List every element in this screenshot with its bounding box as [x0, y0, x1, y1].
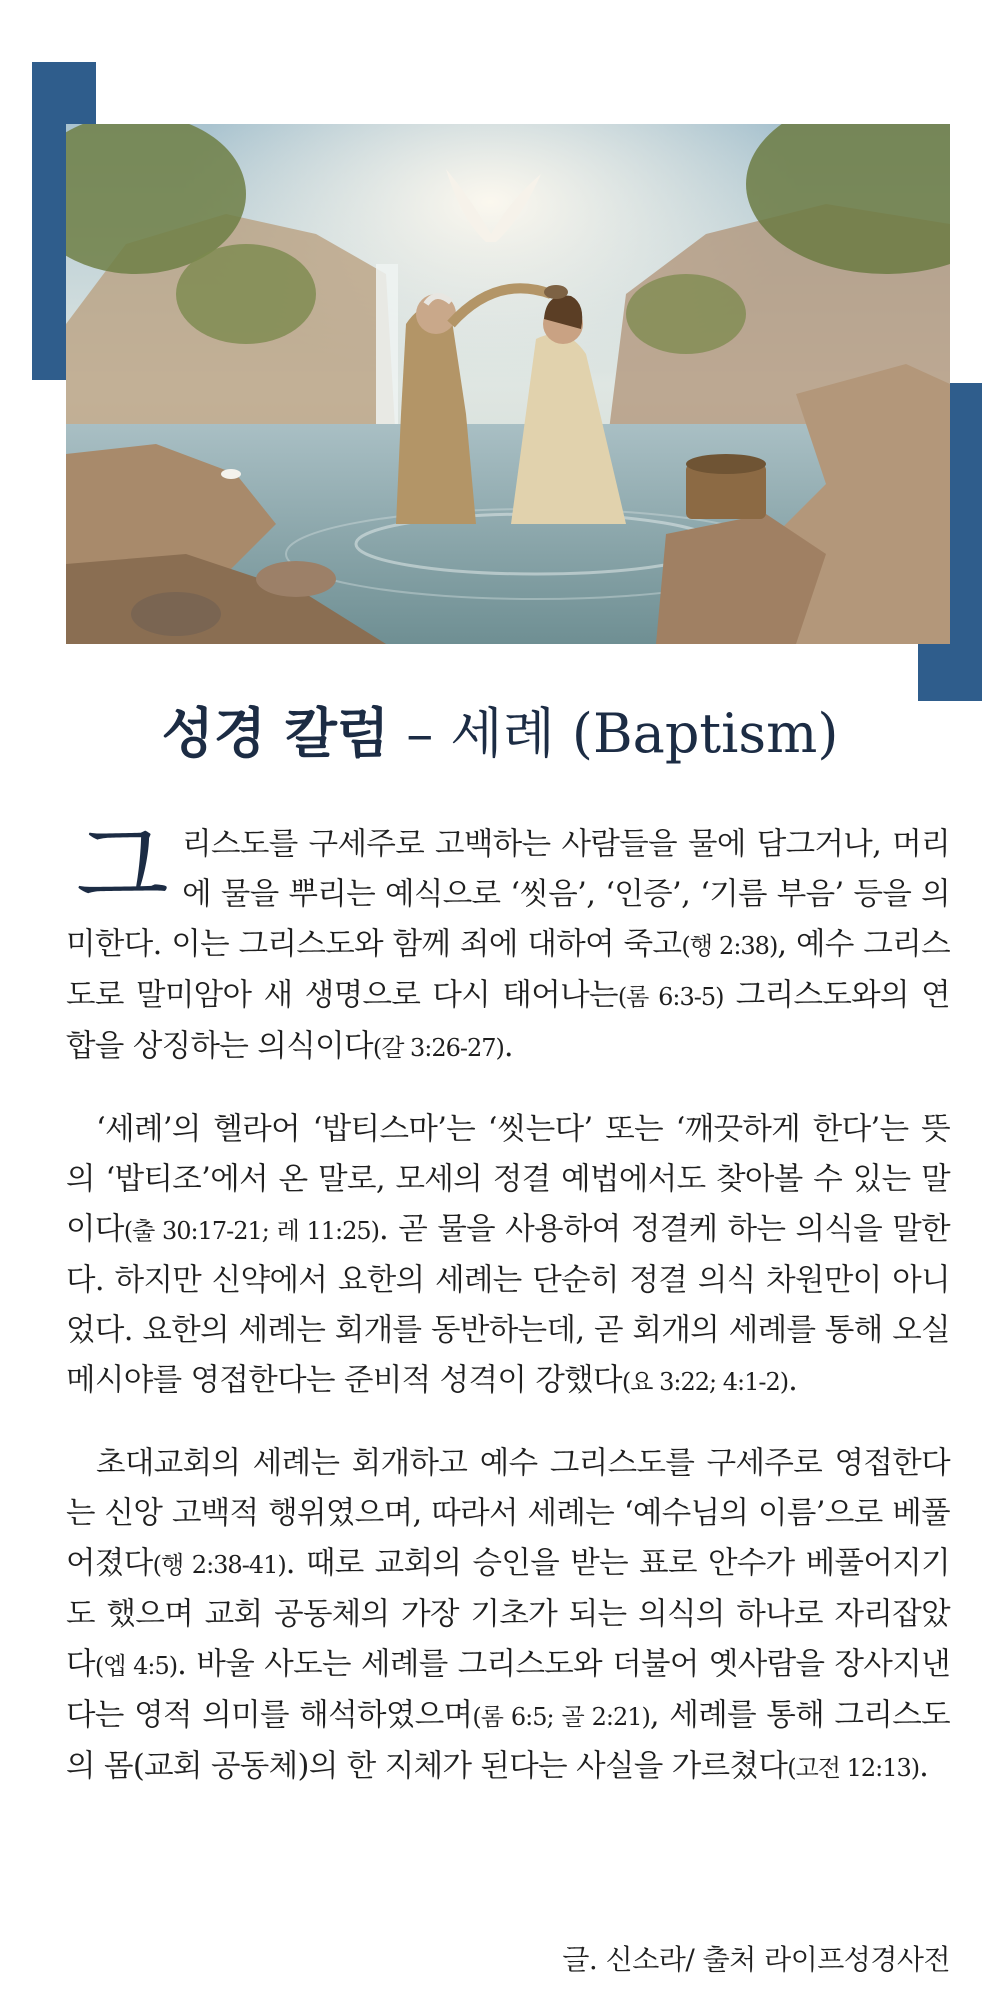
- p2-text-3: .: [788, 1363, 798, 1398]
- paragraph-1: [66, 811, 950, 1073]
- title-main: 성경 칼럼: [161, 701, 390, 765]
- p3-text-1: 초대교회의 세례는 회개하고 예수 그리스도를 구세주로 영접한다는 신앙 고백적 행위였으며, 따라서 세례는 ‘예수님의 이름’으로 베풀어졌다: [66, 1446, 950, 1581]
- p1-text-2: , 예수 그리스도로 말미암아 새 생명으로 다시 태어나는: [66, 927, 950, 1013]
- p2-ref-2: (요 3:22; 4:1-2): [621, 1368, 789, 1396]
- p1-text-3: 그리스도와의 연합을 상징하는 의식이다: [66, 978, 950, 1064]
- p1-text-4: .: [503, 1029, 514, 1064]
- p3-ref-1: (행 2:38-41): [152, 1551, 286, 1579]
- paragraph-2: [66, 1105, 950, 1407]
- p1-ref-3: (갈 3:26-27): [372, 1034, 504, 1062]
- p1-ref-2: (롬 6:3-5): [617, 983, 724, 1011]
- p2-text-2: . 곧 물을 사용하여 정결케 하는 의식을 말한다. 하지만 신약에서 요한의 세례는 단순히 정결 의식 차원만이 아니었다. 요한의 세례는 회개를 동반하는데, 곧 회개의 세례를 통해 오실 메시야를 영접한다는 준비적 성격이 강했다: [66, 1212, 950, 1398]
- p3-text-3: . 바울 사도는 세례를 그리스도와 더불어 옛사람을 장사지낸다는 영적 의미를 해석하였으며: [66, 1647, 950, 1733]
- title-separator: –: [406, 702, 434, 765]
- page-title: [0, 701, 1000, 765]
- paragraph-3: [66, 1439, 950, 1793]
- p3-text-5: .: [919, 1749, 929, 1784]
- p2-text-1: ‘세례’의 헬라어 ‘밥티스마’는 ‘씻는다’ 또는 ‘깨끗하게 한다’는 뜻의 ‘밥티조’에서 온 말로, 모세의 정결 예법에서도 찾아볼 수 있는 말이다: [66, 1112, 950, 1247]
- p3-text-2: . 때로 교회의 승인을 받는 표로 안수가 베풀어지기도 했으며 교회 공동체의 가장 기초가 되는 의식의 하나로 자리잡았다: [66, 1546, 950, 1682]
- p1-ref-1: (행 2:38): [681, 932, 778, 960]
- title-sub: 세례 (Baptism): [450, 702, 839, 765]
- p3-ref-3: (롬 6:5; 골 2:21): [472, 1703, 650, 1731]
- hero-illustration: [66, 124, 950, 644]
- drop-cap: 그: [76, 811, 169, 923]
- p3-text-4: , 세례를 통해 그리스도의 몸(교회 공동체)의 한 지체가 된다는 사실을 가르쳤다: [66, 1698, 950, 1784]
- article-credit: 글. 신소라/ 출처 라이프성경사전: [562, 1943, 950, 1976]
- baptism-illustration-icon: [66, 124, 950, 644]
- p3-ref-4: (고전 12:13): [787, 1754, 920, 1782]
- p1-text-1: 리스도를 구세주로 고백하는 사람들을 물에 담그거나, 머리에 물을 뿌리는 예식으로 ‘씻음’, ‘인증’, ‘기름 부음’ 등을 의미한다. 이는 그리스도와 함께 죄에 대하여 죽고: [66, 827, 950, 962]
- article-body: [66, 811, 950, 1825]
- p2-ref-1: (출 30:17-21; 레 11:25): [123, 1217, 380, 1245]
- p3-ref-2: (엡 4:5): [94, 1652, 178, 1680]
